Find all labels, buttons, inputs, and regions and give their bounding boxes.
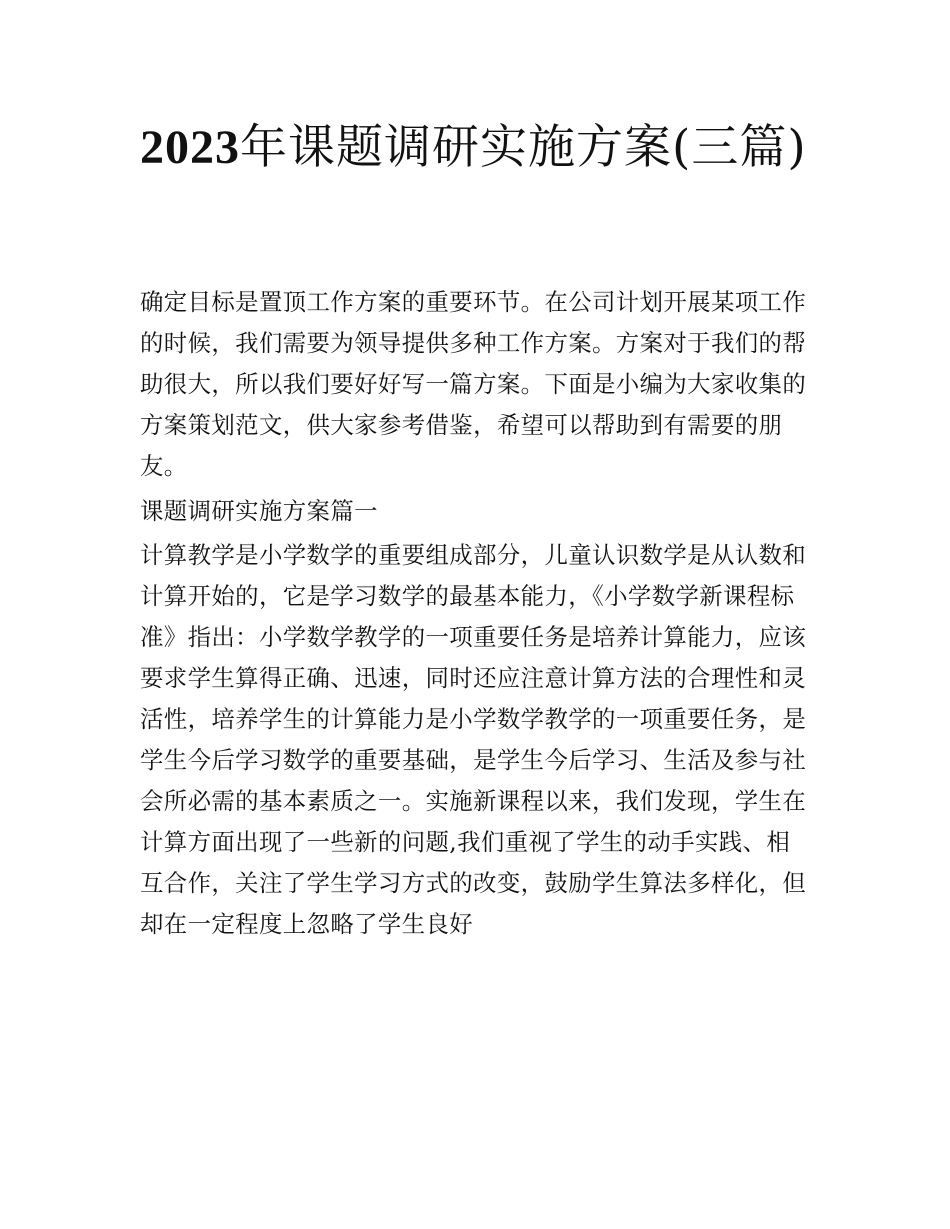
document-body — [140, 282, 812, 951]
title-year: 2023 — [140, 121, 240, 174]
intro-paragraph: 确定目标是置顶工作方案的重要环节。在公司计划开展某项工作的时候，我们需要为领导提供多种工作方案。方案对于我们的帮助很大，所以我们要好好写一篇方案。下面是小编为大家收集的方案策划范文，供大家参考借鉴，希望可以帮助到有需要的朋友。 — [140, 288, 807, 480]
section-paragraph: 计算教学是小学数学的重要组成部分，儿童认识数学是从认数和计算开始的，它是学习数学的最基本能力，《小学数学新课程标准》指出：小学数学教学的一项重要任务是培养计算能力，应该要求学生算得正确、迅速，同时还应注意计算方法的合理性和灵活性，培养学生的计算能力是小学数学教学的一项重要任务，是学生今后学习数学的重要基础，是学生今后学习、生活及参与社会所必需的基本素质之一。实施新课程以来，我们发现，学生在计算方面出现了一些新的问题,我们重视了学生的动手实践、相互合作，关注了学生学习方式的改变，鼓励学生算法多样化，但却在一定程度上忽略了学生良好 — [140, 541, 807, 938]
section-heading: 课题调研实施方案篇一 — [140, 497, 378, 525]
document-title — [140, 112, 820, 184]
title-text: 年课题调研实施方案(三篇) — [240, 120, 807, 175]
